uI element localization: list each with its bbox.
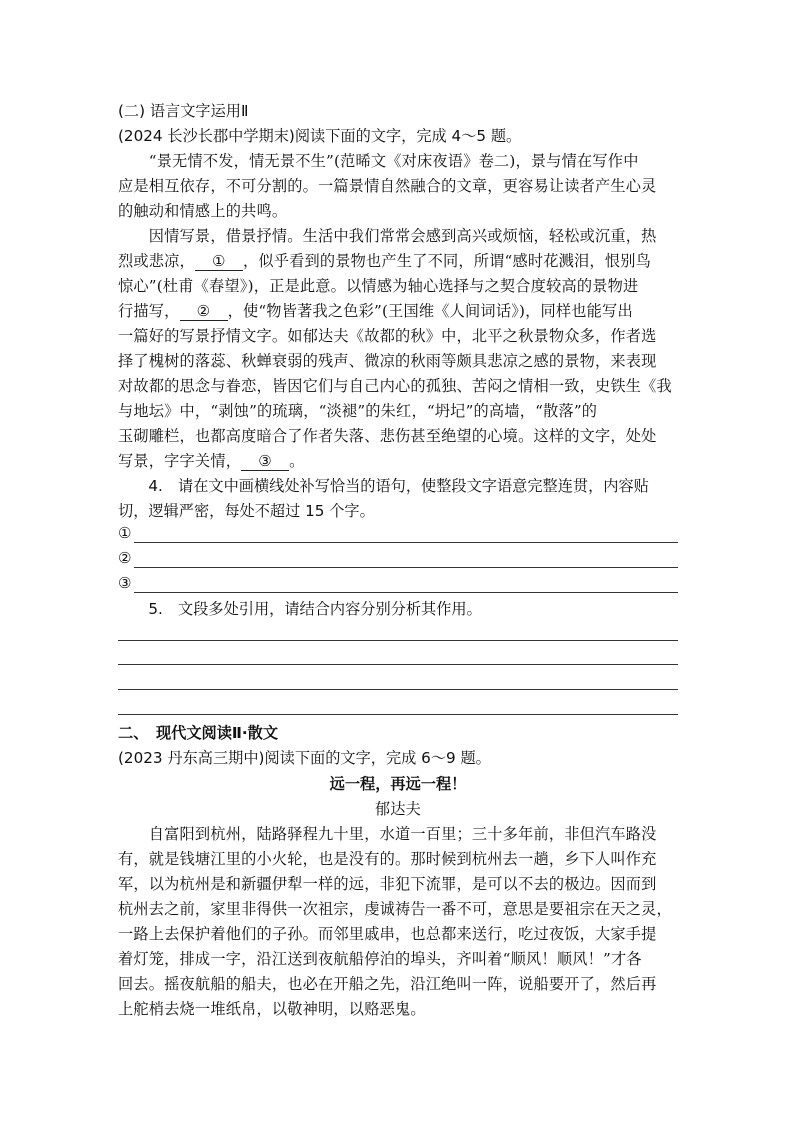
answer-rule-q5[interactable] — [118, 640, 678, 641]
answer-rule-q5[interactable] — [118, 664, 678, 665]
passage1-line — [118, 451, 678, 471]
answer-line-1[interactable] — [118, 524, 678, 546]
source-note-1: (2024 长沙长郡中学期末)阅读下面的文字，完成 4～5 题。 — [118, 127, 522, 145]
passage2-line: 一路上去保护着他们的子孙。而邻里戚串，也总都来送行，吃过夜饭，大家手提 — [118, 925, 657, 943]
passage2-line: 上舵梢去烧一堆纸帛，以敬神明，以赂恶鬼。 — [118, 1000, 426, 1018]
blank-2: ② — [180, 302, 228, 321]
question-4-prompt-cont: 切，逻辑严密，每处不超过 15 个字。 — [118, 502, 375, 520]
answer-line-2[interactable] — [118, 549, 678, 571]
passage1-text: ，使“物皆著我之色彩”(王国维《人间词话》)，同样也能写出 — [227, 302, 633, 320]
passage1-line — [118, 251, 678, 271]
passage1-line: 玉砌雕栏，也都高度暗合了作者失落、悲伤甚至绝望的心境。这样的文字，处处 — [118, 427, 657, 445]
passage1-text: 行描写， — [118, 302, 180, 320]
section-heading-prose-reading: 二、 现代文阅读Ⅱ·散文 — [118, 724, 279, 742]
source-note-2: (2023 丹东高三期中)阅读下面的文字，完成 6～9 题。 — [118, 749, 491, 767]
answer-rule — [134, 592, 678, 593]
passage1-text: 写景，字字关情， — [118, 452, 242, 470]
passage1-line: 惊心”(杜甫《春望》)，正是此意。以情感为轴心选择与之契合度较高的景物进 — [118, 277, 639, 295]
passage1-line: 择了槐树的落蕊、秋蝉衰弱的残声、微凉的秋雨等颇具悲凉之感的景物，来表现 — [118, 352, 657, 370]
article-author: 郁达夫 — [374, 800, 422, 818]
answer-label: ③ — [118, 574, 132, 592]
answer-rule — [134, 542, 678, 543]
answer-rule — [134, 567, 678, 568]
passage2-line: 军，以为杭州是和新疆伊犁一样的远，非犯下流罪，是可以不去的极边。因而到 — [118, 875, 657, 893]
passage1-line: “景无情不发，情无景不生”(范晞文《对床夜语》卷二)，景与情在写作中 — [118, 152, 639, 170]
question-4-prompt: 4. 请在文中画横线处补写恰当的语句，使整段文字语意完整连贯，内容贴 — [118, 477, 649, 495]
passage1-line: 应是相互依存，不可分割的。一篇景情自然融合的文章，更容易让读者产生心灵 — [118, 177, 657, 195]
section-heading-language-use: (二) 语言文字运用Ⅱ — [118, 102, 249, 120]
passage1-line: 对故都的思念与眷恋，皆因它们与自己内心的孤独、苦闷之情相一致，史铁生《我 — [118, 377, 672, 395]
blank-3: ③ — [241, 452, 289, 471]
answer-label: ① — [118, 524, 132, 542]
answer-label: ② — [118, 549, 132, 567]
passage2-line: 有，就是钱塘江里的小火轮，也是没有的。那时候到杭州去一趟，乡下人叫作充 — [118, 850, 657, 868]
answer-rule-q5[interactable] — [118, 689, 678, 690]
blank-1: ① — [195, 252, 243, 271]
answer-rule-q5[interactable] — [118, 714, 678, 715]
passage1-line — [118, 301, 678, 321]
passage1-line: 与地坛》中，“剥蚀”的琉璃，“淡褪”的朱红，“坍圮”的高墙，“散落”的 — [118, 402, 598, 420]
passage2-line: 回去。摇夜航船的船夫，也必在开船之先，沿江绝叫一阵，说船要开了，然后再 — [118, 975, 657, 993]
passage1-line: 一篇好的写景抒情文字。如郁达夫《故都的秋》中，北平之秋景物众多，作者选 — [118, 327, 657, 345]
passage1-text: 烈或悲凉， — [118, 252, 195, 270]
question-5-prompt: 5. 文段多处引用，请结合内容分别分析其作用。 — [118, 600, 482, 618]
passage2-line: 着灯笼，排成一字，沿江送到夜航船停泊的埠头，齐叫着“顺风！顺风！”才各 — [118, 950, 642, 968]
passage1-text: 。 — [289, 452, 305, 470]
passage2-line: 自富阳到杭州，陆路驿程九十里，水道一百里；三十多年前，非但汽车路没 — [118, 825, 657, 843]
passage1-line: 的触动和情感上的共鸣。 — [118, 202, 288, 220]
passage1-line: 因情写景，借景抒情。生活中我们常常会感到高兴或烦恼，轻松或沉重，热 — [118, 227, 657, 245]
answer-line-3[interactable] — [118, 574, 678, 596]
article-title: 远一程，再远一程！ — [329, 775, 467, 793]
passage2-line: 杭州去之前，家里非得供一次祖宗，虔诚祷告一番不可，意思是要祖宗在天之灵， — [118, 900, 672, 918]
passage1-text: ，似乎看到的景物也产生了不同，所谓“感时花溅泪，恨别鸟 — [242, 252, 651, 270]
